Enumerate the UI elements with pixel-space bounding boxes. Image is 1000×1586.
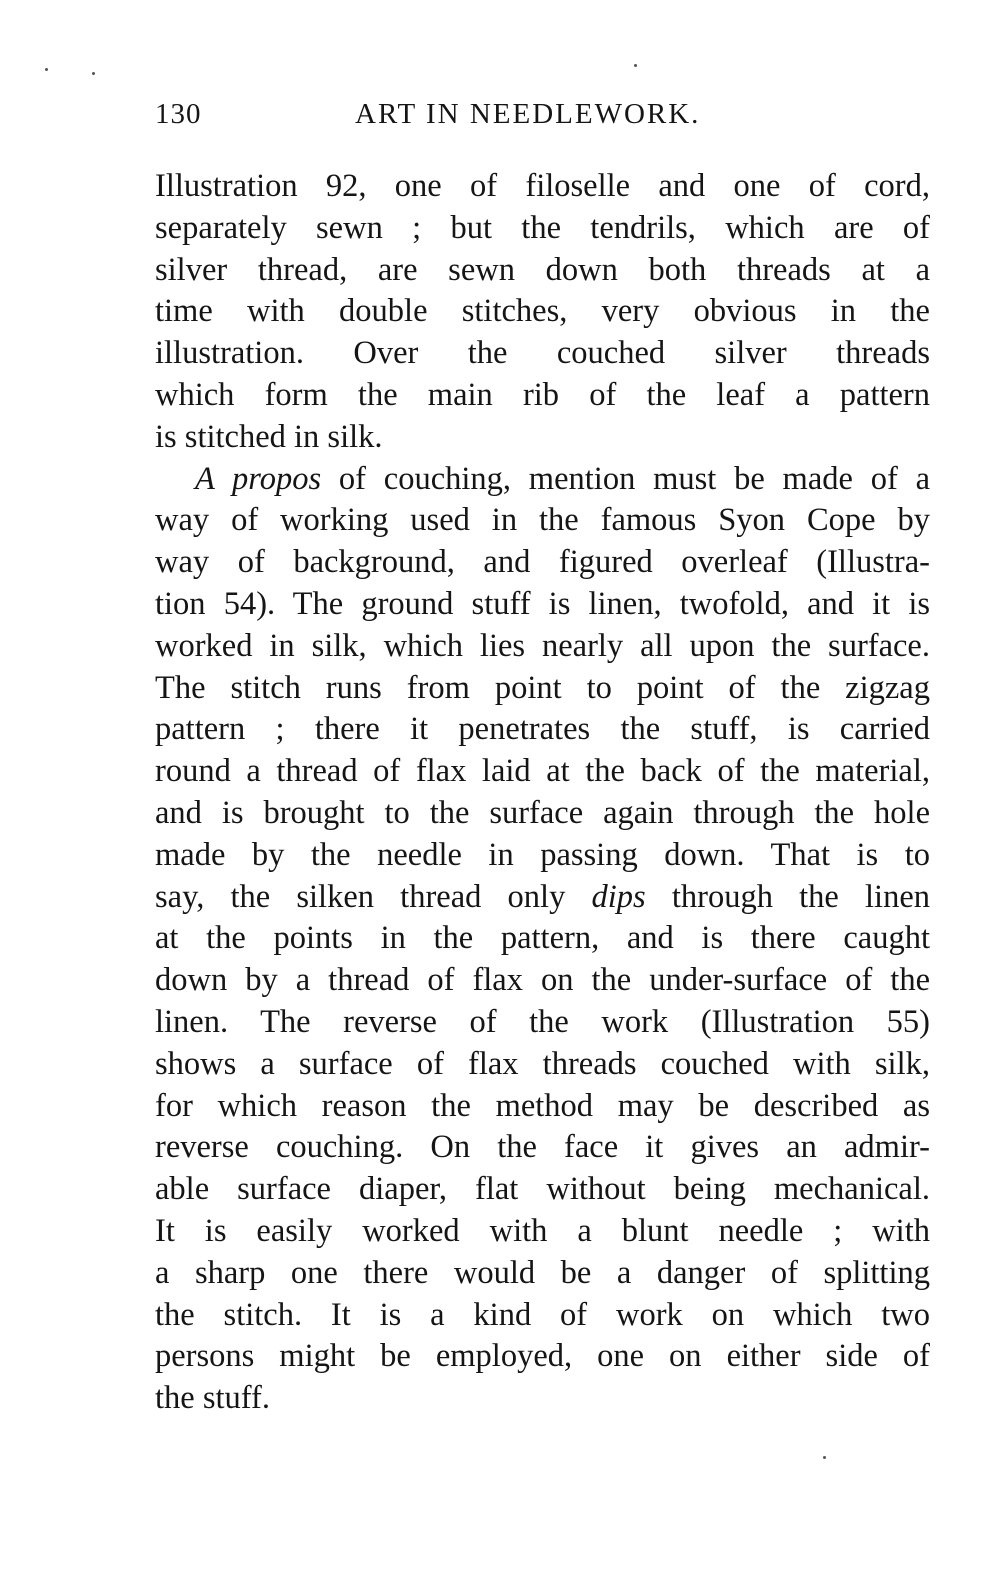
running-title: ART IN NEEDLEWORK. — [355, 98, 701, 130]
print-speck — [634, 64, 637, 67]
text-line: silver thread, are sewn down both threads at a — [155, 251, 930, 288]
text-line: at the points in the pattern, and is there caught — [155, 920, 930, 957]
text-line: a sharp one there would be a danger of splitting — [155, 1254, 930, 1291]
text-fragment: through the linen — [645, 878, 931, 915]
print-speck — [92, 72, 95, 75]
text-line: the stitch. It is a kind of work on which two — [155, 1296, 930, 1333]
text-line: persons might be employed, one on either side of — [155, 1338, 930, 1375]
text-line: way of background, and figured overleaf (Illustra- — [155, 544, 930, 581]
text-line: which form the main rib of the leaf a pattern — [155, 376, 930, 413]
text-line: able surface diaper, flat without being mechanical. — [155, 1171, 930, 1208]
text-line: The stitch runs from point to point of the zigzag — [155, 669, 930, 706]
text-line: way of working used in the famous Syon Cope by — [155, 502, 930, 539]
print-speck — [823, 1456, 826, 1459]
text-line-lead — [155, 459, 930, 501]
print-speck — [45, 68, 48, 71]
text-line: is stitched in silk. — [155, 418, 383, 455]
italic-phrase: A propos — [195, 460, 322, 497]
text-line: made by the needle in passing down. That is to — [155, 836, 930, 873]
text-fragment: say, the silken thread only — [155, 878, 592, 915]
text-line: the stuff. — [155, 1380, 270, 1417]
text-line: shows a surface of flax threads couched with silk, — [155, 1045, 930, 1082]
text-line: linen. The reverse of the work (Illustration 55) — [155, 1003, 930, 1040]
text-line: illustration. Over the couched silver threads — [155, 335, 930, 372]
text-line: and is brought to the surface again through the hole — [155, 794, 930, 831]
text-line: for which reason the method may be described as — [155, 1087, 930, 1124]
text-line: round a thread of flax laid at the back of the material, — [155, 753, 930, 790]
text-line: worked in silk, which lies nearly all upon the surface. — [155, 627, 930, 664]
italic-word: dips — [591, 878, 646, 915]
text-line: pattern ; there it penetrates the stuff, is carried — [155, 711, 930, 748]
text-line: reverse couching. On the face it gives an admir- — [155, 1129, 930, 1166]
page-header — [155, 98, 930, 138]
body-text — [155, 166, 930, 1420]
text-line: separately sewn ; but the tendrils, which are of — [155, 209, 930, 246]
text-line-dips — [155, 877, 930, 919]
text-line: Illustration 92, one of filoselle and one of cord, — [155, 168, 930, 204]
text-line: down by a thread of flax on the under-surface of the — [155, 962, 930, 999]
text-line: It is easily worked with a blunt needle ; with — [155, 1212, 930, 1249]
text-line: time with double stitches, very obvious in the — [155, 293, 930, 330]
page-number: 130 — [155, 98, 202, 130]
text-fragment: of couching, mention must be made of a — [321, 460, 930, 497]
text-line: tion 54). The ground stuff is linen, twofold, and it is — [155, 585, 930, 622]
